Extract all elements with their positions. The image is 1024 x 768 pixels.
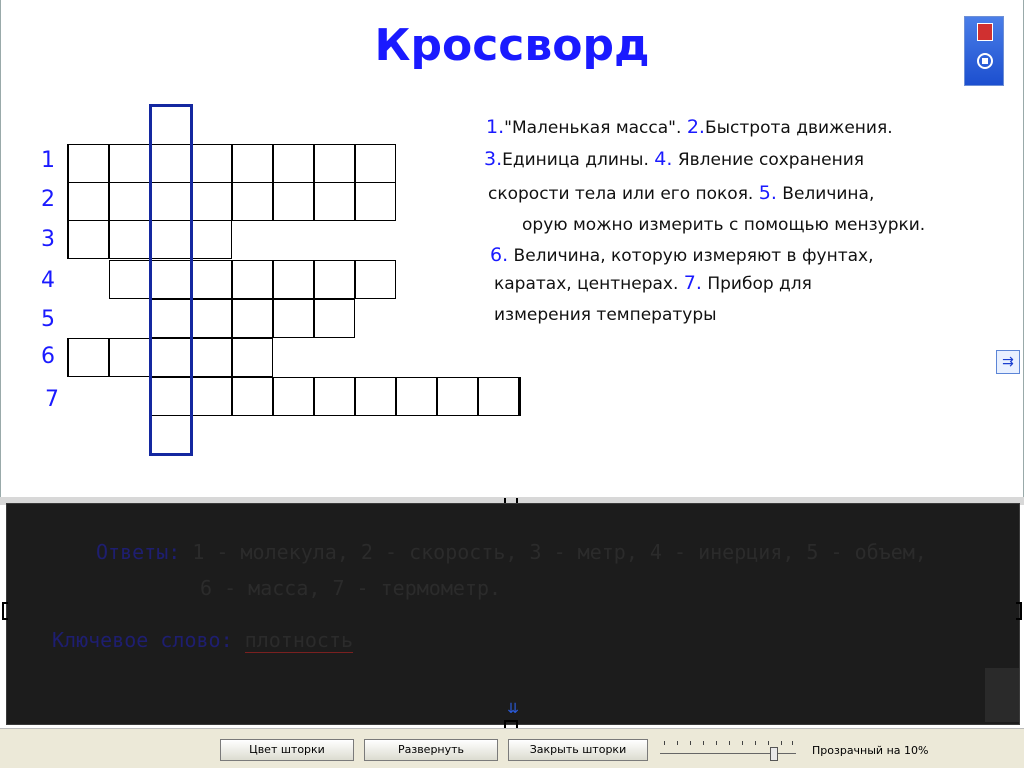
clue-text: Величина, <box>782 184 875 204</box>
grid-cell[interactable] <box>273 144 314 183</box>
slider-tick <box>792 741 793 745</box>
row-number-4: 4 <box>41 268 55 293</box>
slider-tick <box>664 741 665 745</box>
grid-cell[interactable] <box>273 299 314 338</box>
curtain-color-button[interactable]: Цвет шторки <box>220 739 354 761</box>
clue-text: Явление сохранения <box>677 150 864 170</box>
grid-cell[interactable] <box>150 299 191 338</box>
clue-number: 2. <box>686 116 705 138</box>
clue-text: каратах, центнерах. <box>494 274 679 294</box>
answers-line-1: 1 - молекула, 2 - скорость, 3 - метр, 4 - инерция, 5 - объем, <box>192 540 927 564</box>
row-number-5: 5 <box>41 307 55 332</box>
grid-cell[interactable] <box>150 220 191 259</box>
curtain-right-handle[interactable] <box>1016 602 1022 620</box>
grid-cell[interactable] <box>355 377 396 416</box>
grid-cell[interactable] <box>437 377 478 416</box>
grid-cell[interactable] <box>191 338 232 377</box>
curtain-corner-icon <box>985 668 1019 722</box>
grid-cell[interactable] <box>478 377 519 416</box>
row-number-3: 3 <box>41 227 55 252</box>
clue-number: 3. <box>484 148 503 170</box>
slider-tick <box>716 741 717 745</box>
grid-cell[interactable] <box>191 144 232 183</box>
grid-edge <box>67 144 69 259</box>
clue-text: Величина, которую измеряют в фунтах, <box>513 246 874 266</box>
grid-cell[interactable] <box>150 338 191 377</box>
clue-text: орую можно измерить с помощью мензурки. <box>522 215 926 235</box>
grid-cell[interactable] <box>273 377 314 416</box>
clue-number: 4. <box>654 148 673 170</box>
grid-cell[interactable] <box>68 338 109 377</box>
grid-cell[interactable] <box>355 144 396 183</box>
clue-text: Единица длины. <box>502 150 649 170</box>
grid-cell[interactable] <box>109 338 150 377</box>
clue-text: скорости тела или его покоя. <box>488 184 754 204</box>
grid-cell[interactable] <box>232 260 273 299</box>
clue-number: 7. <box>683 272 702 294</box>
grid-cell[interactable] <box>150 260 191 299</box>
row-number-2: 2 <box>41 187 55 212</box>
info-icon[interactable] <box>977 23 993 41</box>
transparency-slider[interactable] <box>660 739 796 763</box>
grid-cell[interactable] <box>355 182 396 221</box>
grid-cell[interactable] <box>314 144 355 183</box>
grid-cell[interactable] <box>191 377 232 416</box>
bottom-toolbar <box>0 728 1024 768</box>
grid-cell[interactable] <box>314 377 355 416</box>
grid-cell[interactable] <box>109 260 150 299</box>
grid-cell[interactable] <box>191 299 232 338</box>
clue-text: Прибор для <box>707 274 812 294</box>
clue-text: "Маленькая масса". <box>504 118 682 138</box>
grid-cell[interactable] <box>355 260 396 299</box>
grid-cell[interactable] <box>191 260 232 299</box>
grid-cell[interactable] <box>314 260 355 299</box>
row-number-7: 7 <box>45 387 59 412</box>
curtain-bottom-handle[interactable] <box>504 720 518 728</box>
next-arrows-icon[interactable]: ⇉ <box>996 350 1020 374</box>
clue-text: Быстрота движения. <box>704 118 893 138</box>
grid-cell[interactable] <box>273 260 314 299</box>
slider-tick <box>690 741 691 745</box>
grid-cell[interactable] <box>150 377 191 416</box>
grid-cell[interactable] <box>68 182 109 221</box>
grid-cell[interactable] <box>232 377 273 416</box>
grid-cell[interactable] <box>150 415 191 454</box>
answers-label: Ответы: <box>96 540 181 564</box>
grid-cell[interactable] <box>232 338 273 377</box>
slider-tick <box>781 741 782 745</box>
grid-cell[interactable] <box>314 299 355 338</box>
down-arrows-icon[interactable]: ⇊ <box>507 701 519 717</box>
grid-cell[interactable] <box>191 220 232 259</box>
side-control-panel <box>964 16 1004 86</box>
curtain-left-handle[interactable] <box>2 602 8 620</box>
grid-cell[interactable] <box>396 377 437 416</box>
grid-cell[interactable] <box>68 144 109 183</box>
grid-cell[interactable] <box>109 144 150 183</box>
slider-tick <box>729 741 730 745</box>
grid-edge <box>519 377 521 416</box>
slider-tick <box>755 741 756 745</box>
clue-number: 6. <box>490 244 509 266</box>
grid-cell[interactable] <box>273 182 314 221</box>
grid-cell[interactable] <box>232 144 273 183</box>
page-title: Кроссворд <box>374 20 650 71</box>
grid-cell[interactable] <box>150 144 191 183</box>
grid-cell[interactable] <box>150 182 191 221</box>
keyword-text <box>52 628 353 652</box>
keyword-label: Ключевое слово: <box>52 628 233 652</box>
slider-tick <box>768 741 769 745</box>
grid-cell[interactable] <box>314 182 355 221</box>
stop-icon[interactable] <box>977 53 993 69</box>
grid-cell[interactable] <box>109 220 150 259</box>
slider-thumb[interactable] <box>770 747 778 761</box>
expand-button[interactable]: Развернуть <box>364 739 498 761</box>
keyword-value: плотность <box>244 628 354 652</box>
clue-number: 5. <box>758 182 777 204</box>
close-curtains-button[interactable]: Закрыть шторки <box>508 739 648 761</box>
slider-tick <box>742 741 743 745</box>
slider-tick <box>677 741 678 745</box>
transparency-label: Прозрачный на 10% <box>812 744 929 757</box>
answers-line-2: 6 - масса, 7 - термометр. <box>200 576 502 600</box>
row-number-6: 6 <box>41 344 55 369</box>
grid-cell[interactable] <box>232 299 273 338</box>
grid-cell[interactable] <box>68 220 109 259</box>
answers-text <box>96 534 996 606</box>
slider-tick <box>703 741 704 745</box>
clue-text: измерения температуры <box>494 305 717 325</box>
grid-cell[interactable] <box>191 182 232 221</box>
grid-edge <box>67 338 69 377</box>
grid-cell[interactable] <box>109 182 150 221</box>
grid-cell[interactable] <box>232 182 273 221</box>
row-number-1: 1 <box>41 148 55 173</box>
clue-number: 1. <box>486 116 505 138</box>
